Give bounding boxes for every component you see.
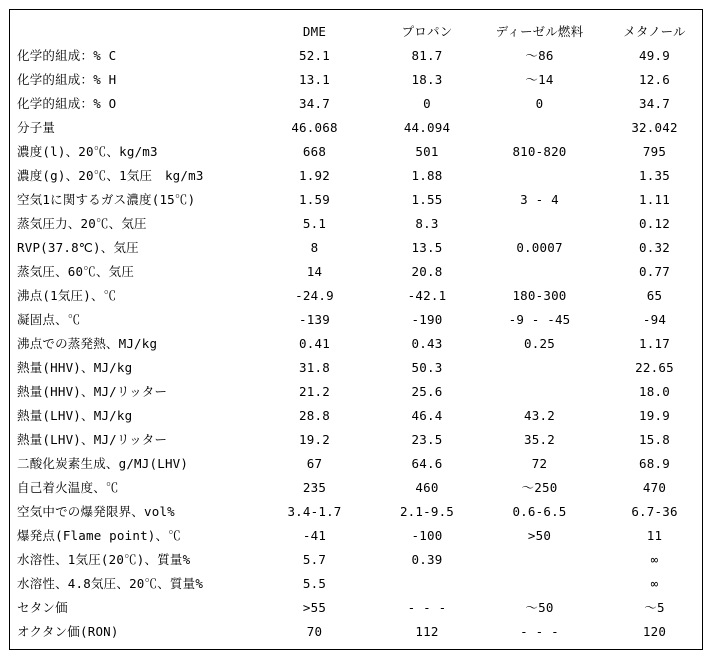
diesel-value: ～50 — [525, 600, 554, 615]
dme-value: -139 — [299, 312, 330, 327]
diesel-value — [482, 260, 597, 284]
methanol-value: 15.8 — [639, 432, 670, 447]
dme-value: 235 — [302, 480, 327, 495]
propane-value: 46.4 — [411, 408, 443, 423]
diesel-value: 72 — [531, 456, 548, 471]
propane-value: 0 — [423, 96, 431, 111]
propane-value: 64.6 — [411, 456, 443, 471]
diesel-value: 3 - 4 — [520, 192, 559, 207]
methanol-value: 0.32 — [639, 240, 670, 255]
methanol-value: 120 — [642, 624, 667, 639]
methanol-value: ∞ — [650, 552, 659, 567]
dme-value: 67 — [306, 456, 323, 471]
header-dme: DME — [302, 24, 327, 39]
dme-value: 34.7 — [299, 96, 330, 111]
methanol-value: 12.6 — [639, 72, 670, 87]
methanol-value: 65 — [646, 288, 663, 303]
propane-value: -42.1 — [407, 288, 447, 303]
methanol-value: 795 — [642, 144, 667, 159]
property-label: 熱量(LHV)、MJ/リッター — [17, 432, 168, 447]
diesel-value: - - - — [520, 624, 559, 639]
methanol-value: 22.65 — [635, 360, 674, 375]
property-label: 化学的組成：% C — [17, 48, 117, 63]
property-label: 水溶性、1気圧(20℃)、質量% — [17, 552, 191, 567]
table-row — [17, 284, 712, 308]
table-row — [17, 380, 712, 404]
diesel-value — [482, 548, 597, 572]
property-label: 蒸気圧、60℃、気圧 — [17, 264, 135, 279]
property-label: 自己着火温度、℃ — [17, 480, 119, 495]
property-label: 沸点(1気圧)、℃ — [17, 288, 117, 303]
diesel-value: 810-820 — [512, 144, 567, 159]
diesel-value: 43.2 — [524, 408, 555, 423]
propane-value: 1.55 — [411, 192, 443, 207]
propane-value: 20.8 — [411, 264, 443, 279]
dme-value: 1.92 — [299, 168, 330, 183]
table-row — [17, 572, 712, 596]
property-label: 空気中での爆発限界、vol% — [17, 504, 175, 519]
dme-value: -41 — [302, 528, 327, 543]
dme-value: 52.1 — [299, 48, 330, 63]
methanol-value: ～5 — [644, 600, 665, 615]
methanol-value: 34.7 — [639, 96, 670, 111]
propane-value: -100 — [411, 528, 443, 543]
table-row — [17, 116, 712, 140]
property-label: 爆発点(Flame point)、℃ — [17, 528, 181, 543]
dme-value: 28.8 — [299, 408, 330, 423]
table-row — [17, 188, 712, 212]
table-row — [17, 548, 712, 572]
property-label: 濃度(g)、20℃、1気圧 kg/m3 — [17, 168, 204, 183]
methanol-value: 32.042 — [631, 120, 678, 135]
methanol-value: 1.11 — [639, 192, 670, 207]
property-label: 熱量(HHV)、MJ/リッター — [17, 384, 168, 399]
property-label: 濃度(l)、20℃、kg/m3 — [17, 144, 158, 159]
propane-value: 50.3 — [411, 360, 443, 375]
property-label: 蒸気圧力、20℃、気圧 — [17, 216, 147, 231]
propane-value: 0.39 — [411, 552, 443, 567]
dme-value: >55 — [302, 600, 327, 615]
header-property — [17, 20, 257, 44]
dme-value: -24.9 — [295, 288, 334, 303]
methanol-value: 18.0 — [639, 384, 670, 399]
propane-value: 2.1-9.5 — [399, 504, 455, 519]
table-body — [17, 44, 712, 644]
methanol-value: 11 — [646, 528, 663, 543]
table-row — [17, 476, 712, 500]
methanol-value: ∞ — [650, 576, 659, 591]
dme-value: 21.2 — [299, 384, 330, 399]
diesel-value: -9 - -45 — [508, 312, 571, 327]
header-diesel: ディーゼル燃料 — [495, 24, 584, 39]
property-label: 空気1に関するガス濃度(15℃) — [17, 192, 196, 207]
dme-value: 5.1 — [302, 216, 327, 231]
dme-value: 5.5 — [302, 576, 327, 591]
header-propane: プロパン — [401, 24, 453, 39]
property-label: 二酸化炭素生成、g/MJ(LHV) — [17, 456, 189, 471]
table-row — [17, 236, 712, 260]
methanol-value: 0.12 — [639, 216, 670, 231]
propane-value: 501 — [415, 144, 439, 159]
methanol-value: -94 — [642, 312, 667, 327]
diesel-value: 0.6-6.5 — [512, 504, 567, 519]
table-row — [17, 620, 712, 644]
propane-value: 13.5 — [411, 240, 443, 255]
dme-value: 31.8 — [299, 360, 330, 375]
propane-value — [372, 572, 482, 596]
propane-value: 25.6 — [411, 384, 443, 399]
propane-value: 460 — [415, 480, 439, 495]
dme-value: 668 — [302, 144, 327, 159]
diesel-value — [482, 116, 597, 140]
diesel-value: 35.2 — [524, 432, 555, 447]
propane-value: 112 — [415, 624, 439, 639]
methanol-value: 6.7-36 — [631, 504, 678, 519]
dme-value: 14 — [306, 264, 323, 279]
diesel-value — [482, 572, 597, 596]
table-row — [17, 500, 712, 524]
table-row — [17, 212, 712, 236]
property-label: 凝固点、℃ — [17, 312, 81, 327]
property-label: RVP(37.8℃)、気圧 — [17, 240, 139, 255]
dme-value: 46.068 — [291, 120, 338, 135]
header-row — [17, 20, 712, 44]
diesel-value — [482, 356, 597, 380]
diesel-value: 180-300 — [512, 288, 567, 303]
dme-value: 19.2 — [299, 432, 330, 447]
methanol-value: 1.17 — [639, 336, 670, 351]
table-row — [17, 44, 712, 68]
methanol-value: 0.77 — [639, 264, 670, 279]
methanol-value: 68.9 — [639, 456, 670, 471]
table-row — [17, 332, 712, 356]
property-label: 水溶性、4.8気圧、20℃、質量% — [17, 576, 204, 591]
diesel-value: 0.0007 — [516, 240, 563, 255]
property-label: セタン価 — [17, 600, 68, 615]
table-row — [17, 428, 712, 452]
table-row — [17, 524, 712, 548]
property-label: オクタン価(RON) — [17, 624, 119, 639]
propane-value: 1.88 — [411, 168, 443, 183]
propane-value: 0.43 — [411, 336, 443, 351]
property-label: 熱量(HHV)、MJ/kg — [17, 360, 133, 375]
propane-value: 81.7 — [411, 48, 443, 63]
property-label: 沸点での蒸発熱、MJ/kg — [17, 336, 158, 351]
diesel-value: >50 — [527, 528, 552, 543]
property-label: 化学的組成：% O — [17, 96, 117, 111]
diesel-value — [482, 164, 597, 188]
table-row — [17, 596, 712, 620]
table-row — [17, 308, 712, 332]
dme-value: 70 — [306, 624, 323, 639]
dme-value: 3.4-1.7 — [287, 504, 342, 519]
fuel-properties-table — [17, 20, 712, 644]
table-row — [17, 452, 712, 476]
table-row — [17, 68, 712, 92]
propane-value: 18.3 — [411, 72, 443, 87]
table-row — [17, 260, 712, 284]
diesel-value — [482, 212, 597, 236]
table-row — [17, 164, 712, 188]
diesel-value — [482, 380, 597, 404]
diesel-value: 0.25 — [524, 336, 555, 351]
diesel-value: 0 — [535, 96, 544, 111]
table-row — [17, 92, 712, 116]
header-methanol: メタノール — [623, 24, 686, 39]
propane-value: 23.5 — [411, 432, 443, 447]
dme-value: 0.41 — [299, 336, 330, 351]
diesel-value: ～14 — [525, 72, 554, 87]
methanol-value: 470 — [642, 480, 667, 495]
methanol-value: 49.9 — [639, 48, 670, 63]
diesel-value: ～86 — [525, 48, 554, 63]
propane-value: -190 — [411, 312, 443, 327]
propane-value: 8.3 — [415, 216, 439, 231]
property-label: 分子量 — [17, 120, 56, 135]
table-row — [17, 140, 712, 164]
propane-value: - - - — [407, 600, 447, 615]
property-label: 熱量(LHV)、MJ/kg — [17, 408, 133, 423]
table-row — [17, 356, 712, 380]
methanol-value: 1.35 — [639, 168, 670, 183]
propane-value: 44.094 — [403, 120, 451, 135]
property-label: 化学的組成：% H — [17, 72, 117, 87]
dme-value: 1.59 — [299, 192, 330, 207]
dme-value: 5.7 — [302, 552, 327, 567]
diesel-value: ～250 — [521, 480, 558, 495]
dme-value: 13.1 — [299, 72, 330, 87]
table-row — [17, 404, 712, 428]
methanol-value: 19.9 — [639, 408, 670, 423]
dme-value: 8 — [310, 240, 319, 255]
